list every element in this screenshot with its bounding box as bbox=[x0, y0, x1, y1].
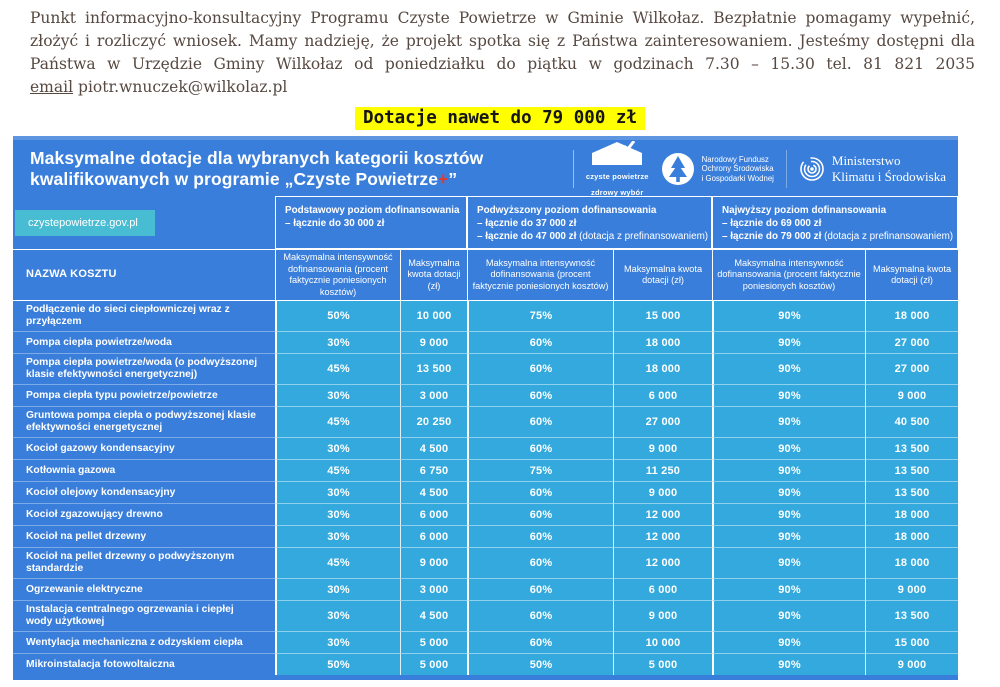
house-icon bbox=[590, 141, 644, 165]
cost-name-cell: Kocioł zgazowujący drewno bbox=[13, 503, 275, 525]
elevated-intensity-cell: 60% bbox=[467, 331, 613, 353]
website-cell bbox=[13, 196, 275, 249]
highest-intensity-cell: 90% bbox=[712, 653, 865, 675]
basic-amount-cell: 5 000 bbox=[400, 631, 467, 653]
poster-title bbox=[30, 148, 483, 190]
basic-intensity-cell: 45% bbox=[275, 406, 400, 437]
elevated-amount-cell: 18 000 bbox=[613, 353, 712, 384]
group-elevated: Podwyższony poziom dofinansowania – łącznie do 37 000 zł – łącznie do 47 000 zł (dotacja z prefinansowaniem) bbox=[467, 196, 712, 249]
basic-amount-cell: 20 250 bbox=[400, 406, 467, 437]
highest-intensity-cell: 90% bbox=[712, 578, 865, 600]
subsidy-table-poster bbox=[13, 136, 958, 680]
highest-amount-cell: 9 000 bbox=[865, 578, 958, 600]
highest-intensity-cell: 90% bbox=[712, 600, 865, 631]
column-header-row bbox=[13, 249, 958, 301]
table-row bbox=[13, 600, 958, 631]
elevated-amount-cell: 15 000 bbox=[613, 301, 712, 331]
highest-amount-cell: 13 500 bbox=[865, 600, 958, 631]
table-row bbox=[13, 525, 958, 547]
cost-name-cell: Wentylacja mechaniczna z odzyskiem ciepła bbox=[13, 631, 275, 653]
highest-amount-cell: 27 000 bbox=[865, 353, 958, 384]
basic-intensity-cell: 30% bbox=[275, 503, 400, 525]
logo-house-line2: zdrowy wybór bbox=[591, 188, 644, 197]
highest-amount-cell: 18 000 bbox=[865, 301, 958, 331]
elevated-intensity-cell: 60% bbox=[467, 631, 613, 653]
col-header-intensity-highest: Maksymalna intensywność dofinansowania (procent faktycznie poniesionych kosztów) bbox=[712, 250, 865, 300]
elevated-amount-cell: 10 000 bbox=[613, 631, 712, 653]
table-row bbox=[13, 547, 958, 578]
highest-intensity-cell: 90% bbox=[712, 406, 865, 437]
elevated-amount-cell: 12 000 bbox=[613, 547, 712, 578]
intro-text: Punkt informacyjno-konsultacyjny Programu Czyste Powietrze w Gminie Wilkołaz. Bezpłatnie pomagamy wypełnić, złożyć i rozliczyć wniosek. Mamy nadzieję, że projekt spotka się z Państwa zainteresowaniem. Jesteśmy dostępni dla Państwa w Urzędzie Gminy Wilkołaz od poniedziałku do piątku w godzinach 7.30 – 15.30 tel. 81 821 2035 bbox=[30, 9, 975, 73]
col-header-name: NAZWA KOSZTU bbox=[26, 268, 117, 281]
basic-amount-cell: 9 000 bbox=[400, 331, 467, 353]
highest-amount-cell: 18 000 bbox=[865, 503, 958, 525]
highest-amount-cell: 9 000 bbox=[865, 384, 958, 406]
basic-amount-cell: 9 000 bbox=[400, 547, 467, 578]
highest-amount-cell: 40 500 bbox=[865, 406, 958, 437]
highest-intensity-cell: 90% bbox=[712, 503, 865, 525]
basic-amount-cell: 4 500 bbox=[400, 600, 467, 631]
basic-amount-cell: 5 000 bbox=[400, 653, 467, 675]
poster-title-line2: kwalifikowanych w programie „Czyste Powietrze+” bbox=[30, 169, 458, 189]
highest-amount-cell: 27 000 bbox=[865, 331, 958, 353]
elevated-intensity-cell: 60% bbox=[467, 437, 613, 459]
elevated-intensity-cell: 60% bbox=[467, 525, 613, 547]
basic-amount-cell: 10 000 bbox=[400, 301, 467, 331]
group-header-band bbox=[13, 196, 958, 249]
elevated-intensity-cell: 60% bbox=[467, 481, 613, 503]
logo-strip bbox=[573, 141, 946, 197]
cost-name-cell: Mikroinstalacja fotowoltaiczna bbox=[13, 653, 275, 675]
table-row bbox=[13, 437, 958, 459]
highest-amount-cell: 13 500 bbox=[865, 437, 958, 459]
basic-intensity-cell: 30% bbox=[275, 600, 400, 631]
elevated-amount-cell: 9 000 bbox=[613, 600, 712, 631]
highest-intensity-cell: 90% bbox=[712, 459, 865, 481]
email-address: piotr.wnuczek@wilkolaz.pl bbox=[78, 78, 288, 96]
cost-name-cell: Instalacja centralnego ogrzewania i ciepłej wody użytkowej bbox=[13, 600, 275, 631]
elevated-intensity-cell: 60% bbox=[467, 503, 613, 525]
elevated-intensity-cell: 60% bbox=[467, 353, 613, 384]
page bbox=[0, 7, 1000, 680]
basic-amount-cell: 4 500 bbox=[400, 437, 467, 459]
highest-intensity-cell: 90% bbox=[712, 547, 865, 578]
cost-name-cell: Podłączenie do sieci ciepłowniczej wraz z przyłączem bbox=[26, 304, 230, 327]
intro-paragraph bbox=[30, 7, 975, 99]
group-basic: Podstawowy poziom dofinansowania – łącznie do 30 000 zł bbox=[275, 196, 467, 249]
table-row bbox=[13, 406, 958, 437]
poster-header bbox=[13, 140, 958, 196]
poster-title-line1: Maksymalne dotacje dla wybranych kategorii kosztów bbox=[30, 148, 484, 168]
elevated-amount-cell: 11 250 bbox=[613, 459, 712, 481]
highest-intensity-cell: 90% bbox=[712, 331, 865, 353]
elevated-intensity-cell: 60% bbox=[467, 406, 613, 437]
basic-amount-cell: 4 500 bbox=[400, 481, 467, 503]
table-row bbox=[13, 503, 958, 525]
highest-amount-cell: 9 000 bbox=[865, 653, 958, 675]
basic-intensity-cell: 30% bbox=[275, 578, 400, 600]
elevated-intensity-cell: 60% bbox=[467, 600, 613, 631]
basic-amount-cell: 6 000 bbox=[400, 525, 467, 547]
table-body bbox=[13, 301, 958, 675]
col-header-amount-highest: Maksymalna kwota dotacji (zł) bbox=[865, 250, 958, 300]
logo-divider bbox=[786, 150, 787, 188]
col-header-amount-basic: Maksymalna kwota dotacji (zł) bbox=[400, 250, 467, 300]
elevated-intensity-cell: 60% bbox=[467, 547, 613, 578]
elevated-amount-cell: 9 000 bbox=[613, 481, 712, 503]
elevated-amount-cell: 27 000 bbox=[613, 406, 712, 437]
basic-intensity-cell: 30% bbox=[275, 525, 400, 547]
elevated-amount-cell: 9 000 bbox=[613, 437, 712, 459]
table-row bbox=[13, 384, 958, 406]
highest-amount-cell: 13 500 bbox=[865, 459, 958, 481]
eagle-emblem-icon bbox=[799, 156, 825, 182]
highest-intensity-cell: 90% bbox=[712, 353, 865, 384]
highest-intensity-cell: 90% bbox=[712, 525, 865, 547]
elevated-amount-cell: 6 000 bbox=[613, 384, 712, 406]
logo-house-line1: czyste powietrze bbox=[585, 172, 649, 181]
table-row bbox=[13, 331, 958, 353]
elevated-amount-cell: 5 000 bbox=[613, 653, 712, 675]
basic-intensity-cell: 30% bbox=[275, 331, 400, 353]
basic-intensity-cell: 30% bbox=[275, 481, 400, 503]
table-row bbox=[13, 578, 958, 600]
elevated-amount-cell: 6 000 bbox=[613, 578, 712, 600]
basic-amount-cell: 13 500 bbox=[400, 353, 467, 384]
highest-amount-cell: 13 500 bbox=[865, 481, 958, 503]
highest-intensity-cell: 90% bbox=[712, 631, 865, 653]
basic-intensity-cell: 45% bbox=[275, 459, 400, 481]
cost-name-cell: Ogrzewanie elektryczne bbox=[13, 578, 275, 600]
elevated-intensity-cell: 60% bbox=[467, 384, 613, 406]
table-row bbox=[13, 631, 958, 653]
basic-intensity-cell: 50% bbox=[275, 653, 400, 675]
basic-amount-cell: 3 000 bbox=[400, 578, 467, 600]
elevated-intensity-cell: 50% bbox=[467, 653, 613, 675]
elevated-intensity-cell: 75% bbox=[467, 301, 613, 331]
ministry-text: Ministerstwo Klimatu i Środowiska bbox=[831, 153, 946, 184]
basic-intensity-cell: 50% bbox=[275, 301, 400, 331]
basic-intensity-cell: 30% bbox=[275, 437, 400, 459]
highlight-row bbox=[0, 107, 1000, 130]
cost-name-cell: Kocioł olejowy kondensacyjny bbox=[13, 481, 275, 503]
highlight-title: Dotacje nawet do 79 000 zł bbox=[355, 107, 645, 130]
basic-amount-cell: 3 000 bbox=[400, 384, 467, 406]
elevated-amount-cell: 18 000 bbox=[613, 331, 712, 353]
table-row bbox=[13, 301, 958, 331]
basic-intensity-cell: 45% bbox=[275, 353, 400, 384]
highest-intensity-cell: 90% bbox=[712, 384, 865, 406]
elevated-amount-cell: 12 000 bbox=[613, 525, 712, 547]
col-header-amount-elevated: Maksymalna kwota dotacji (zł) bbox=[613, 250, 712, 300]
nfosigw-logo bbox=[661, 152, 774, 186]
cost-name-cell: Pompa ciepła typu powietrze/powietrze bbox=[13, 384, 275, 406]
highest-amount-cell: 15 000 bbox=[865, 631, 958, 653]
cost-name-cell: Kocioł na pellet drzewny o podwyższonym standardzie bbox=[13, 547, 275, 578]
tree-circle-icon bbox=[661, 152, 695, 186]
table-row bbox=[13, 353, 958, 384]
website-link[interactable]: czystepowietrze.gov.pl bbox=[15, 210, 155, 236]
col-header-intensity-basic: Maksymalna intensywność dofinansowania (procent faktycznie poniesionych kosztów) bbox=[275, 250, 400, 300]
basic-intensity-cell: 45% bbox=[275, 547, 400, 578]
cost-name-cell: Pompa ciepła powietrze/woda (o podwyższonej klasie efektywności energetycznej) bbox=[13, 353, 275, 384]
highest-amount-cell: 18 000 bbox=[865, 525, 958, 547]
basic-intensity-cell: 30% bbox=[275, 631, 400, 653]
ministry-logo bbox=[799, 153, 946, 185]
elevated-amount-cell: 12 000 bbox=[613, 503, 712, 525]
elevated-intensity-cell: 60% bbox=[467, 578, 613, 600]
basic-amount-cell: 6 000 bbox=[400, 503, 467, 525]
highest-intensity-cell: 90% bbox=[712, 437, 865, 459]
elevated-intensity-cell: 75% bbox=[467, 459, 613, 481]
cost-name-cell: Kocioł gazowy kondensacyjny bbox=[13, 437, 275, 459]
czyste-powietrze-logo bbox=[586, 141, 649, 197]
cost-name-cell: Kocioł na pellet drzewny bbox=[13, 525, 275, 547]
cost-name-cell: Kotłownia gazowa bbox=[13, 459, 275, 481]
highest-amount-cell: 18 000 bbox=[865, 547, 958, 578]
cost-name-cell: Pompa ciepła powietrze/woda bbox=[13, 331, 275, 353]
basic-intensity-cell: 30% bbox=[275, 384, 400, 406]
highest-intensity-cell: 90% bbox=[712, 481, 865, 503]
cost-name-cell: Gruntowa pompa ciepła o podwyższonej klasie efektywności energetycznej bbox=[13, 406, 275, 437]
basic-amount-cell: 6 750 bbox=[400, 459, 467, 481]
highest-intensity-cell: 90% bbox=[712, 301, 865, 331]
table-row bbox=[13, 481, 958, 503]
email-link[interactable]: email bbox=[30, 78, 74, 96]
plus-icon: + bbox=[438, 169, 449, 189]
group-highest: Najwyższy poziom dofinansowania – łącznie do 69 000 zł – łącznie do 79 000 zł (dotacja z prefinansowaniem) bbox=[712, 196, 958, 249]
table-row bbox=[13, 653, 958, 675]
table-row bbox=[13, 459, 958, 481]
col-header-intensity-elevated: Maksymalna intensywność dofinansowania (procent faktycznie poniesionych kosztów) bbox=[467, 250, 613, 300]
header-divider bbox=[573, 150, 574, 188]
nfosigw-text: Narodowy Fundusz Ochrony Środowiska i Gospodarki Wodnej bbox=[701, 154, 774, 183]
